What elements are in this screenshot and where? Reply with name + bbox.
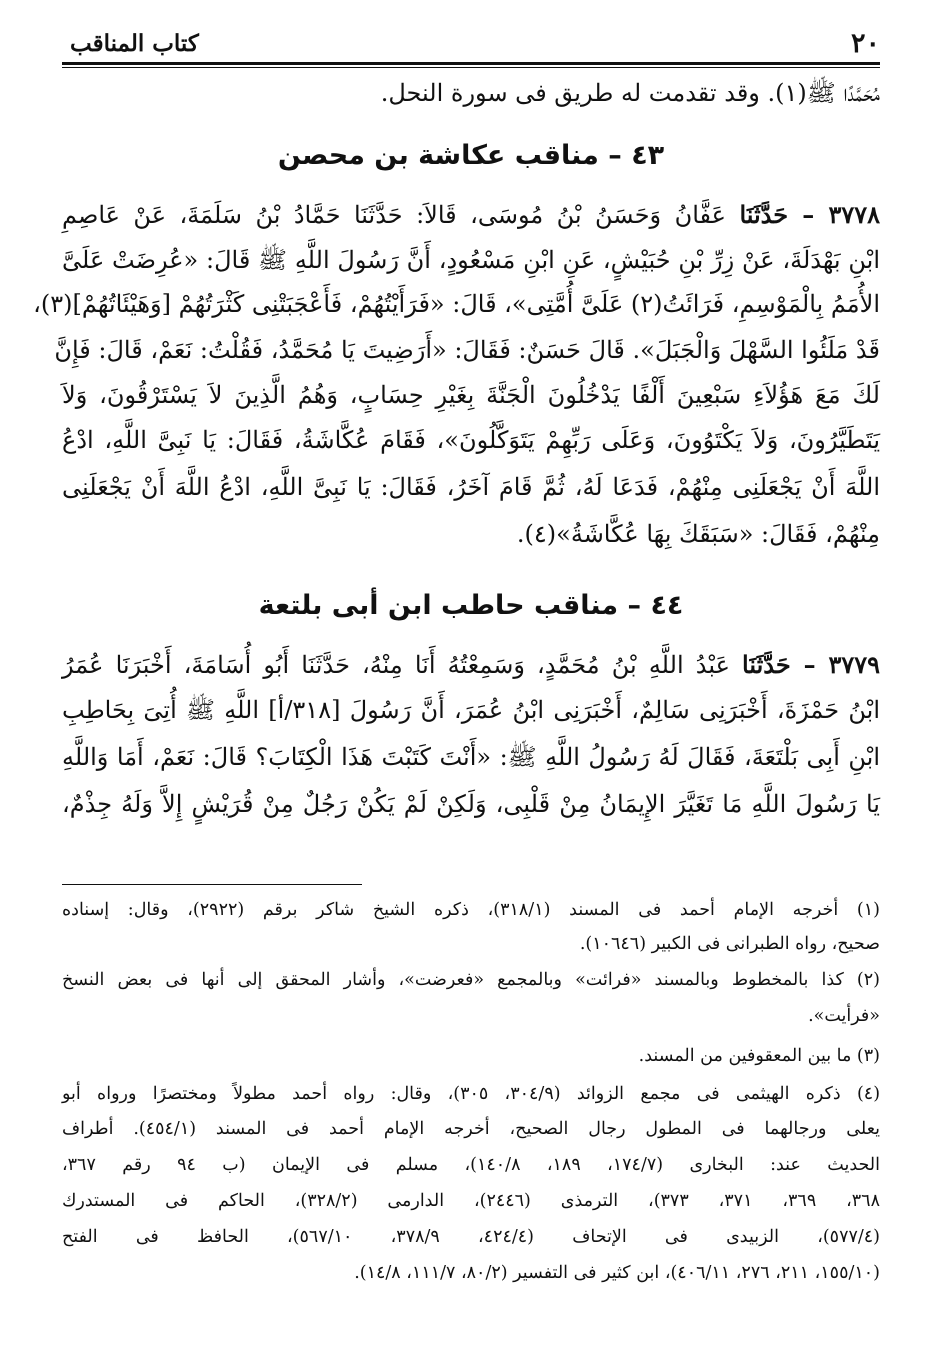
hadith-line: ابْنِ بَهْدَلَةَ، عَنْ زِرِّ بْنِ حُبَيْشٍ، عَنِ ابْنِ مَسْعُودٍ، أَنَّ رَسُولَ اللَّهِ ﷺ قَالَ: «عُرِضَتْ عَلَىَّ <box>62 246 880 274</box>
book-page <box>33 0 881 1363</box>
section-heading-44: ٤٤ – مناقب حاطب ابن أبى بلتعة <box>258 590 684 621</box>
footnote-4-line: ٣٦٨، ٣٦٩، ٣٧١، ٣٧٣)، الترمذى (٢٤٤٦)، الدارمى (٣٢٨/٢)، الحاكم فى المستدرك <box>62 1191 880 1211</box>
hadith-line: ابْنِ أَبِى بَلْتَعَةَ، فَقَالَ لَهُ رَسُولُ اللَّهِ ﷺ: «أَنْتَ كَتَبْتَ هَذَا الْكِتَابَ؟ قَالَ: نَعَمْ، أَمَا وَاللَّهِ <box>62 743 880 771</box>
hadith-line: مِنْهُمْ، فَقَالَ: «سَبَقَكَ بِهَا عُكَّاشَةُ»(٤). <box>516 520 880 548</box>
intro-line: مُحَمَّدًا ﷺ(١). وقد تقدمت له طريق فى سورة النحل. <box>380 79 880 107</box>
hadith-text: عَفَّانُ وَحَسَنُ بْنُ مُوسَى، قَالاَ: حَدَّثَنَا حَمَّادُ بْنُ سَلَمَةَ، عَنْ عَاصِمِ <box>62 201 726 229</box>
hadith-line: قَدْ مَلَئُوا السَّهْلَ وَالْجَبَلَ». قَالَ حَسَنٌ: فَقَالَ: «أَرَضِيتَ يَا مُحَمَّدُ، فَقُلْتُ: نَعَمْ، قَالَ: فَإِنَّ <box>54 336 880 364</box>
footnote-3-line: (٣) ما بين المعقوفين من المسند. <box>638 1046 880 1066</box>
footnote-4-line: (١٥٥/١٠، ٢١١، ٢٧٦، ٤٠٦/١١)، ابن كثير فى التفسير (٨٠/٢، ١١١/٧، ١٤/٨). <box>354 1263 880 1283</box>
header-rule-thin <box>62 67 880 68</box>
page-header <box>62 22 880 62</box>
hadith-first-line <box>62 650 880 679</box>
hadith-line: اللَّهَ أَنْ يَجْعَلَنِى مِنْهُمْ، فَدَعَا لَهُ، ثُمَّ قَامَ آخَرُ، فَقَالَ: يَا نَبِىَّ اللَّهِ، ادْعُ اللَّهَ أَنْ يَجْعَلَنِى <box>62 473 880 501</box>
footnote-4-line: يعلى ورجالهما فى المطول رجال الصحيح، أخرجه الإمام أحمد فى المسند (٤٥٤/١). أطراف <box>62 1119 881 1139</box>
hadith-line: يَتَطَيَّرُونَ، وَلاَ يَكْتَوُونَ، وَعَلَى رَبِّهِمْ يَتَوَكَّلُونَ»، فَقَامَ عُكَّاشَةُ، فَقَالَ: يَا نَبِىَّ اللَّهِ، ادْعُ <box>62 426 880 454</box>
hadith-line: الأُمَمُ بِالْمَوْسِمِ، فَرَائَتُ(٢) عَلَىَّ أُمَّتِى»، قَالَ: «فَرَأَيْتُهُمْ، فَأَعْجَبَتْنِى كَثْرَتُهُمْ [وَهَيْئَاتُهُمْ](٣)، <box>33 290 880 318</box>
header-rule <box>62 62 880 65</box>
hadith-line: لَكَ مَعَ هَؤُلاَءِ سَبْعِينَ أَلْفًا يَدْخُلُونَ الْجَنَّةَ بِغَيْرِ حِسَابٍ، وَهُمُ الَّذِينَ لاَ يَسْتَرْقُونَ، وَلاَ <box>62 381 880 409</box>
running-title: كتاب المناقب <box>70 30 199 57</box>
footnote-4-line: (٥٧٧/٤)، الزبيدى فى الإتحاف (٤٢٤/٤، ٣٧٨/٩، ٥٦٧/١٠)، الحافظ فى الفتح <box>62 1227 880 1247</box>
footnote-1-line: صحيح، رواه الطبرانى فى الكبير (١٠٦٤٦). <box>579 934 880 954</box>
hadith-text: عَبْدُ اللَّهِ بْنُ مُحَمَّدٍ، وَسَمِعْتُهُ أَنَا مِنْهُ، حَدَّثَنَا أَبُو أُسَامَةَ، أَخْبَرَنَا عُمَرُ <box>62 651 730 679</box>
page-number: ٢٠ <box>850 28 880 59</box>
footnote-4-line: الحديث عند: البخارى (١٧٤/٧، ١٨٩، ١٤٠/٨)، مسلم فى الإيمان (ب ٩٤ رقم ٣٦٧، <box>62 1155 881 1175</box>
footnote-2-line: (٢) كذا بالمخطوط وبالمسند «فرائت» وبالمجمع «فعرضت»، وأشار المحقق إلى أنها فى بعض النسخ <box>62 970 880 990</box>
hadith-number: ٣٧٧٩ – حَدَّثَنَا <box>742 650 880 679</box>
footnote-4-line: (٤) ذكره الهيثمى فى مجمع الزوائد (٣٠٤/٩، ٣٠٥)، وقال: رواه أحمد مطولاً ومختصرًا ورواه أبو <box>62 1084 881 1104</box>
hadith-line: يَا رَسُولَ اللَّهِ مَا تَغَيَّرَ الإِيمَانُ مِنْ قَلْبِى، وَلَكِنْ لَمْ يَكُنْ رَجُلٌ مِنْ قُرَيْشٍ إِلاَّ وَلَهُ جِذْمٌ، <box>62 790 880 818</box>
footnote-2-line: «فرأيت». <box>808 1006 880 1026</box>
section-heading-43: ٤٣ – مناقب عكاشة بن محصن <box>277 140 665 171</box>
footnote-1-line: (١) أخرجه الإمام أحمد فى المسند (٣١٨/١)، ذكره الشيخ شاكر برقم (٢٩٢٢)، وقال: إسناده <box>62 900 880 920</box>
hadith-first-line <box>62 200 880 229</box>
hadith-number: ٣٧٧٨ – حَدَّثَنَا <box>739 200 881 229</box>
hadith-line: ابْنُ حَمْزَةَ، أَخْبَرَنِى سَالِمٌ، أَخْبَرَنِى ابْنُ عُمَرَ، أَنَّ رَسُولَ [٣١٨/أ] اللَّهِ ﷺ أُتِىَ بِحَاطِبِ <box>62 696 880 724</box>
footnote-rule <box>62 884 362 885</box>
